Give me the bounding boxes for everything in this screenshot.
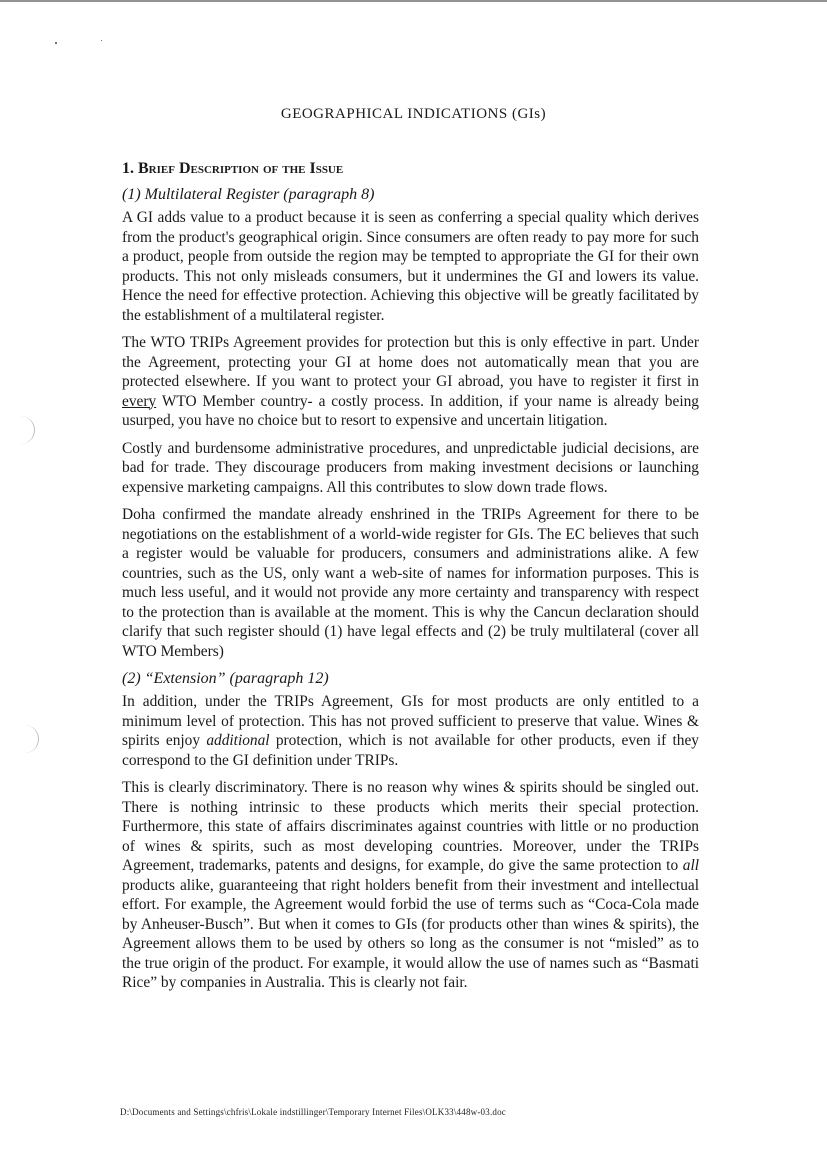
document-title: GEOGRAPHICAL INDICATIONS (GIs) [280, 106, 547, 122]
paragraph: Costly and burdensome administrative procedures, and unpredictable judicial decisions, are bad for trade. They discourage producers from making investment decisions or launching expensive marketing campaigns. All this contributes to slow down trade flows. [122, 439, 699, 496]
scan-speck [101, 40, 102, 41]
paragraph: A GI adds value to a product because it is seen as conferring a special quality which derives from the product's geographical origin. Since consumers are often ready to pay more for such a product, people from outside the region may be tempted to appropriate the GI for their own products. This not only misleads consumers, but it undermines the GI and lowers its value. Hence the need for effective protection. Achieving this objective will be greatly facilitated by the establishment of a multilateral register. [122, 209, 699, 324]
section-heading: 1. Brief Description of the Issue [122, 160, 344, 177]
paragraph: In addition, under the TRIPs Agreement, GIs for most products are only entitled to a minimum level of protection. This has not proved sufficient to preserve that value. Wines & spirits enjoy additional protection, which is not available for other products, even if they correspond to the GI definition under TRIPs. [122, 693, 699, 769]
hole-punch-mark [24, 725, 39, 753]
subheading-extension: (2) “Extension” (paragraph 12) [122, 670, 329, 687]
paragraph: The WTO TRIPs Agreement provides for protection but this is only effective in part. Under the Agreement, protecting your GI at home does not automatically mean that you are protected elsewhere. If you want to protect your GI abroad, you have to register it first in every WTO Member country- a costly process. In addition, if your name is already being usurped, you have no choice but to resort to expensive and uncertain litigation. [122, 334, 699, 429]
hole-punch-mark [20, 416, 35, 444]
emphasis: additional [206, 732, 270, 749]
paragraph: Doha confirmed the mandate already enshrined in the TRIPs Agreement for there to be negotiations on the establishment of a world-wide register for GIs. The EC believes that such a register would be valuable for producers, consumers and administrations alike. A few countries, such as the US, only want a web-site of names for information purposes. This is much less useful, and it would not provide any more certainty and transparency with respect to the protection than is available at the moment. This is why the Cancun declaration should clarify that such register should (1) have legal effects and (2) be truly multilateral (cover all WTO Members) [122, 506, 699, 660]
paragraph: This is clearly discriminatory. There is no reason why wines & spirits should be singled out. There is nothing intrinsic to these products which merits their special protection. Furthermore, this state of affairs discriminates against countries with little or no production of wines & spirits, such as most developing countries. Moreover, under the TRIPs Agreement, trademarks, patents and designs, for example, do give the same protection to all products alike, guaranteeing that right holders benefit from their investment and intellectual effort. For example, the Agreement would forbid the use of terms such as “Coca-Cola made by Anheuser-Busch”. But when it comes to GIs (for products other than wines & spirits), the Agreement allows them to be used by others so long as the consumer is not “misled” as to the true origin of the product. For example, it would allow the use of names such as “Basmati Rice” by companies in Australia. This is clearly not fair. [122, 779, 699, 991]
footer-file-path: D:\Documents and Settings\chfris\Lokale indstillinger\Temporary Internet Files\OLK33\448w-03.doc [120, 1107, 506, 1117]
scan-speck [55, 42, 57, 44]
subheading-multilateral-register: (1) Multilateral Register (paragraph 8) [122, 186, 375, 203]
underlined-word: every [122, 392, 157, 410]
document-body [122, 159, 699, 998]
scan-top-edge [0, 0, 827, 2]
emphasis: all [682, 857, 699, 874]
